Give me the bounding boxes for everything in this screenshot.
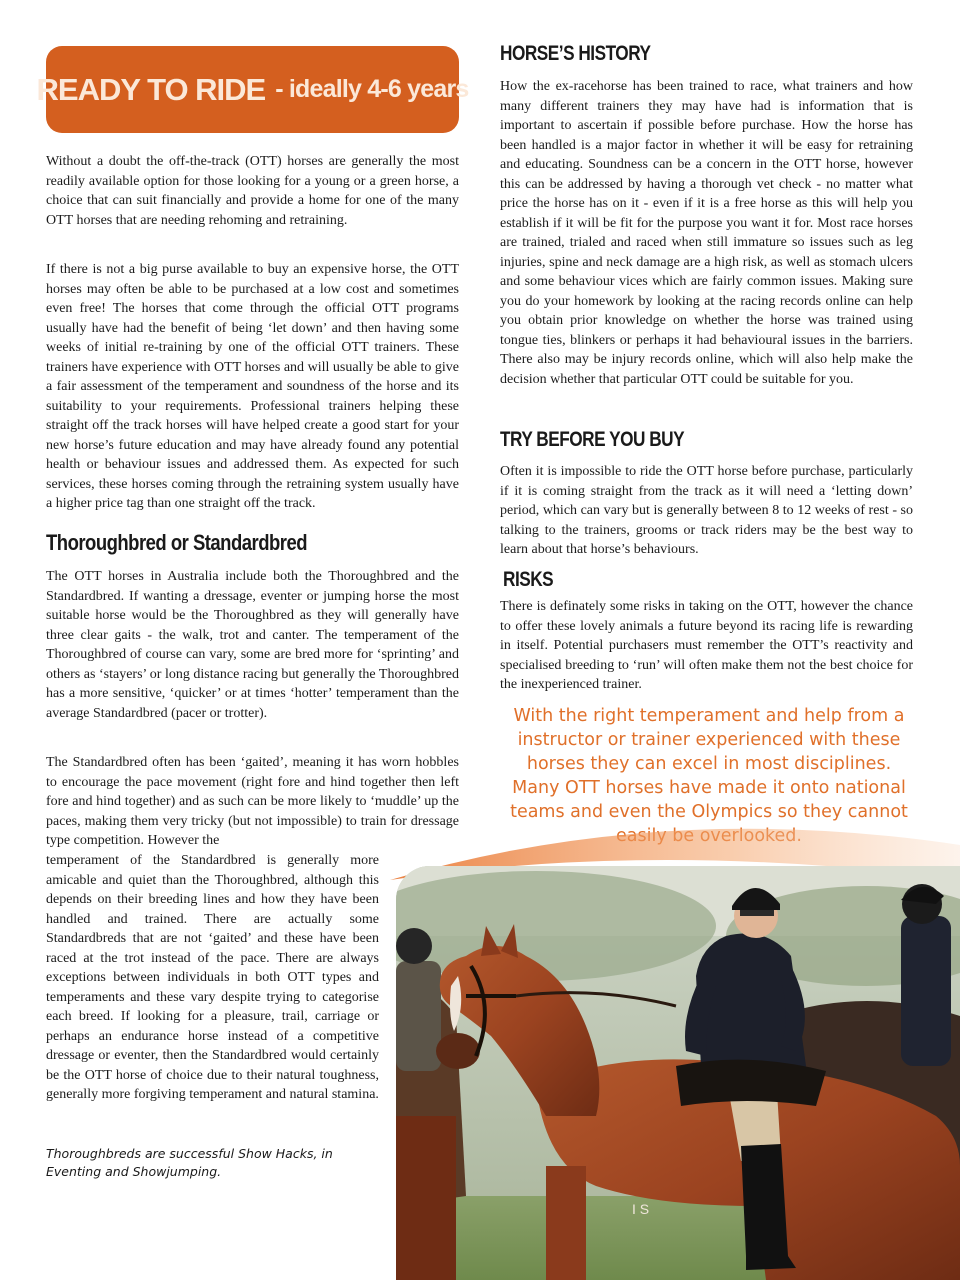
history-heading: HORSE’S HISTORY (500, 42, 651, 65)
purse-paragraph: If there is not a big purse available to buy an expensive horse, the OTT horses may often be able to be purchased at a low cost and sometimes even free! The horses that come through the official OTT programs usually have had the benefit of being ‘let down’ and then having some weeks of initial re-training by one of the official OTT trainers. These trainers have experience with OTT horses and will usually be able to give a fair assessment of the temperament and soundness of the horse and its suitability to your requirements. Professional trainers helping these straight off the track horses will have helped create a good start for your new horse’s future education and may have already found any potential health or behaviour issues and addressed them. As expected for such services, these horses coming through the retraining system usually have a higher price tag than one straight off the track. (46, 262, 459, 511)
photo-caption: Thoroughbreds are successful Show Hacks, in Eventing and Showjumping. (46, 1146, 333, 1179)
thoroughbred-paragraph: The OTT horses in Australia include both the Thoroughbred and the Standardbred. If wanting a dressage, eventer or jumping horse the most suitable horse would be the Thoroughbred as they will generally have three clear gaits - the walk, trot and canter. The temperament of the Thoroughbred of course can vary, some are bred more for ‘sprinting’ and others as ‘stayers’ or long distance racing but generally the Thoroughbred has a more sensitive, ‘quicker’ or at times ‘hotter’ temperament than the average Standardbred (pacer or trotter). (46, 569, 459, 721)
try-paragraph: Often it is impossible to ride the OTT horse before purchase, particularly if it is coming straight from the track as it will need a ‘letting down’ period, which can vary but is generally between 8 to 12 weeks of rest - so talking to the trainers, grooms or track riders may be the best way to learn about that horse’s behaviours. (500, 464, 913, 557)
history-paragraph: How the ex-racehorse has been trained to race, what trainers and how many different trainers they may have had is information that is important to ascertain if possible before purchase. How the horse has been handled is a major factor in whether it will be easy for retraining and educating. Soundness can be a concern in the OTT horse, however this can be addressed by having a thorough vet check - no matter what price the horse has on it - even if it is a free horse as this will help you establish if it will be fit for the purpose you want it for. Most race horses are trained, trialed and raced when still immature so issues such as leg injuries, spine and neck damage are a high risk, as well as stomach ulcers and some behaviour vices which are fairly common issues. Making sure you do your homework by looking at the racing records online can help you obtain prior knowledge on whether the horse was trained using tongue ties, blinkers or perhaps it had behavioural issues in the barriers. There also may be injury records online, which will also help make the decision whether that particular OTT could be suitable for you. (500, 79, 913, 387)
pull-quote: With the right temperament and help from a instructor or trainer experienced with these horses they can excel in most disciplines. Many OTT horses have made it onto national teams and even the Olympics so they cannot (510, 706, 908, 822)
risks-heading: RISKS (503, 568, 554, 591)
banner-heading (36, 46, 469, 133)
banner-title: READY TO RIDE (36, 71, 266, 107)
show-hack-illustration (396, 866, 960, 1280)
breed-heading: Thoroughbred or Standardbred (46, 530, 308, 555)
banner-subtitle: - ideally 4-6 years (275, 75, 469, 103)
standardbred-paragraph-continued: temperament of the Standardbred is generally more amicable and quiet than the Thoroughbred, although this depends on their breeding lines and how they have been handled and trained. There are actually some Standardbreds that are not ‘gaited’ and these have been raced at the trot instead of the pace. There are always exceptions between individuals in both OTT types and temperaments and these vary despite trying to categorise each breed. If looking for a pleasure, trail, carriage or perhaps an endurance horse instead of a competitive dressage or eventer, then the Standardbred would certainly be the OTT horse of choice due to their natural toughness, generally more forgiving temperament and natural stamina. (46, 853, 379, 1102)
try-heading: TRY BEFORE YOU BUY (500, 428, 685, 451)
standardbred-paragraph: The Standardbred often has been ‘gaited’, meaning it has worn hobbles to encourage the pace movement (right fore and hind together then left fore and hind together) and as such can be more likely to ‘muddle’ up the paces, making them very tricky (but not impossible) to train for dressage type competition. However the (46, 755, 459, 848)
saddle-cloth-number: I S (632, 1201, 650, 1217)
horse-rider-photo (396, 866, 960, 1280)
risks-paragraph: There is definately some risks in taking on the OTT, however the chance to offer these lovely animals a future beyond its racing life is rewarding in itself. Potential purchasers must remember the OTT’s reactivity and specialised breeding to ‘run’ will often make them not the best choice for the inexperienced trainer. (500, 599, 913, 692)
intro-paragraph: Without a doubt the off-the-track (OTT) horses are generally the most readily available option for those looking for a young or a green horse, a choice that can suit financially and provide a home for one of the many OTT horses that are needing rehoming and retraining. (46, 154, 459, 228)
title-banner (36, 46, 469, 133)
